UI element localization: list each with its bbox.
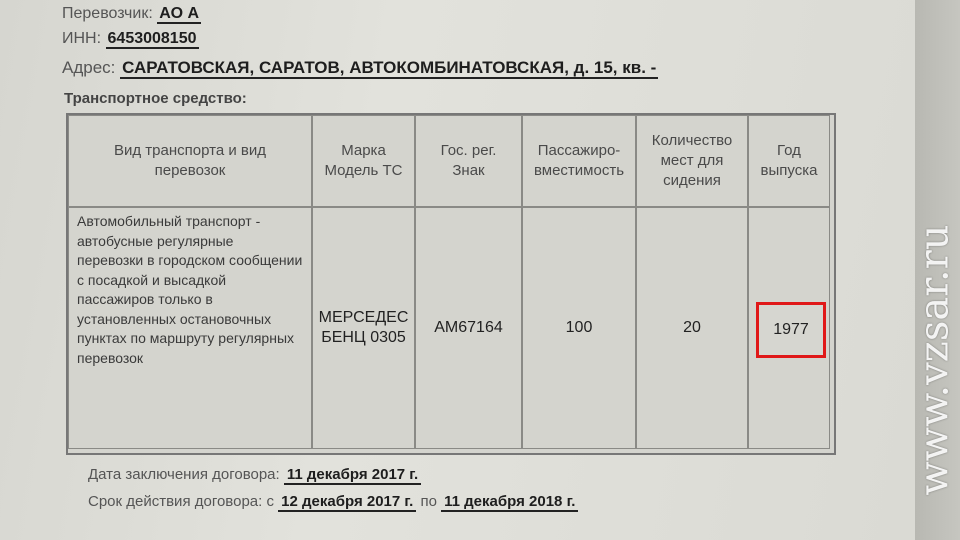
- carrier-label: Перевозчик:: [62, 5, 153, 22]
- contract-date-field: [88, 466, 421, 483]
- year-highlight-box: 1977: [756, 302, 826, 358]
- header-cell-reg-plate: Гос. рег. Знак: [415, 115, 522, 207]
- contract-term-field: [88, 493, 578, 510]
- watermark: [905, 200, 960, 520]
- contract-term-mid: по: [420, 493, 437, 510]
- vehicle-table: [66, 113, 836, 455]
- contract-term-from: 12 декабря 2017 г.: [278, 493, 416, 512]
- header-cell-year: Год выпуска: [748, 115, 830, 207]
- section-title: Транспортное средство:: [64, 90, 247, 107]
- cell-seats: 20: [636, 207, 748, 449]
- header-cell-seats: Количество мест для сидения: [636, 115, 748, 207]
- contract-date-value: 11 декабря 2017 г.: [284, 466, 421, 485]
- contract-date-label: Дата заключения договора:: [88, 466, 280, 483]
- contract-term-to: 11 декабря 2018 г.: [441, 493, 578, 512]
- header-cell-brand-model: Марка Модель ТС: [312, 115, 415, 207]
- inn-label: ИНН:: [62, 30, 102, 47]
- header-cell-transport-type: Вид транспорта и вид перевозок: [68, 115, 312, 207]
- contract-term-label: Срок действия договора: с: [88, 493, 274, 510]
- address-value: САРАТОВСКАЯ, САРАТОВ, АВТОКОМБИНАТОВСКАЯ, д. 15, кв. -: [122, 58, 657, 77]
- carrier-value: АО А: [159, 5, 200, 22]
- carrier-field: [62, 5, 201, 23]
- cell-capacity: 100: [522, 207, 636, 449]
- inn-value: 6453008150: [107, 30, 197, 47]
- address-field: [62, 58, 658, 78]
- address-label: Адрес:: [62, 58, 116, 77]
- watermark-text: www.vzsar.ru: [912, 224, 958, 496]
- header-cell-capacity: Пассажиро-вместимость: [522, 115, 636, 207]
- inn-field: [62, 30, 199, 48]
- cell-reg-plate: АМ67164: [415, 207, 522, 449]
- cell-transport-type: Автомобильный транспорт - автобусные регулярные перевозки в городском сообщении с посадкой и высадкой пассажиров только в установленных остановочных пунктах по маршруту регулярных перевозок: [68, 207, 312, 449]
- cell-brand-model: МЕРСЕДЕС БЕНЦ 0305: [312, 207, 415, 449]
